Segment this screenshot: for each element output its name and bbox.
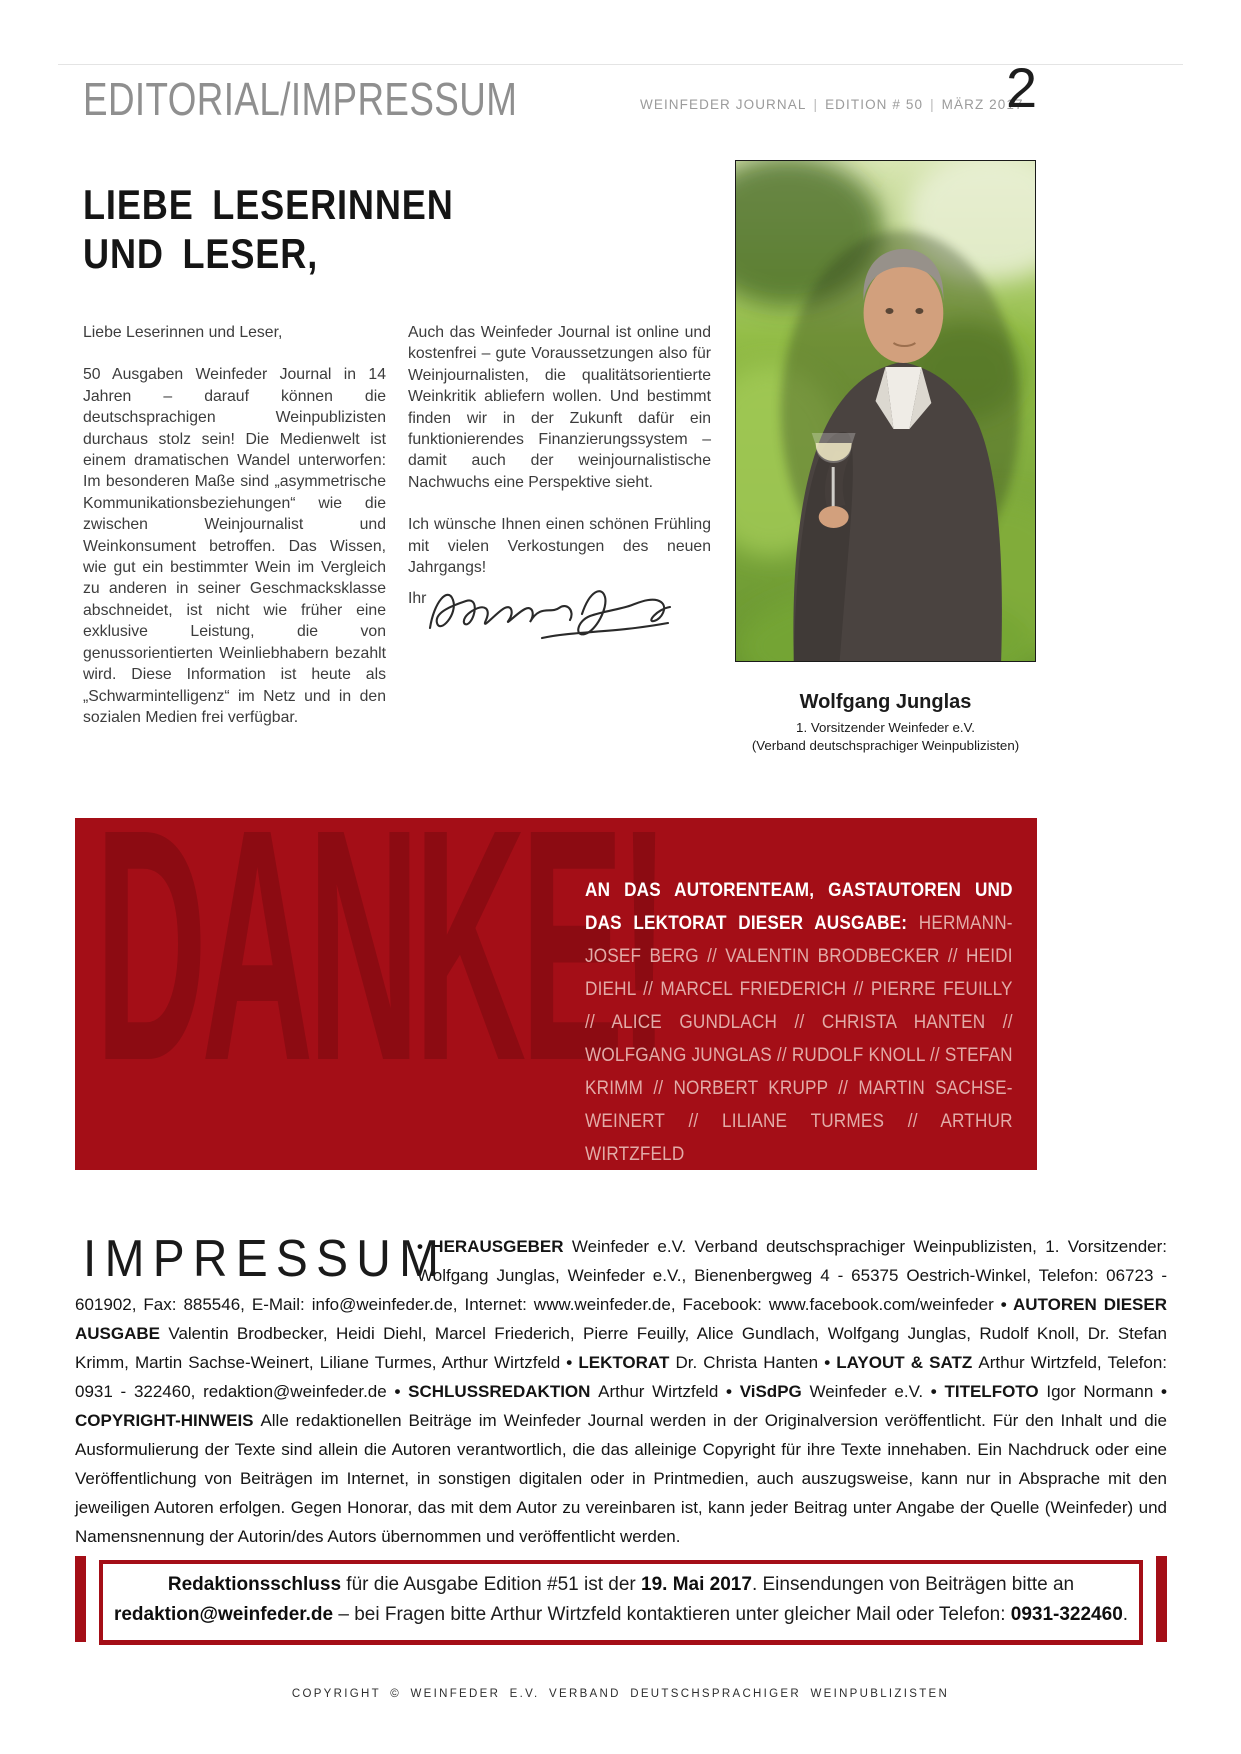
header-separator: |: [930, 97, 935, 112]
impressum-block: [75, 1232, 1167, 1551]
impressum-heading-area: [75, 1230, 448, 1290]
portrait-photo: [735, 160, 1036, 662]
edition-label: EDITION # 50: [825, 97, 924, 112]
editorial-paragraph: Auch das Weinfeder Journal ist online und kostenfrei – gute Voraussetzungen also für Weinjournalisten, die qualitätsorientierte Weinkritik abliefern wollen. Und bestimmt finden wir in der Zukunft dafür ein funktionierendes Finanzierungssystem – damit auch der weinjournalistische Nachwuchs eine Perspektive sieht.: [408, 324, 711, 491]
portrait-caption: [735, 691, 1036, 754]
notice-line1: Redaktionsschluss für die Ausgabe Edition #51 ist der 19. Mai 2017. Einsendungen von Beiträgen bitte an: [167, 1574, 1075, 1595]
header-meta: [640, 97, 1024, 112]
footer-copyright: COPYRIGHT © WEINFEDER E.V. VERBAND DEUTSCHSPRACHIGER WEINPUBLIZISTEN: [291, 1688, 950, 1700]
editorial-column-2: [408, 322, 711, 599]
issue-date: MÄRZ 2017: [941, 97, 1024, 112]
salutation: Liebe Leserinnen und Leser,: [83, 324, 283, 341]
impressum-heading: IMPRESSUM: [83, 1230, 448, 1288]
portrait-caption-role: 1. Vorsitzender Weinfeder e.V.: [796, 720, 975, 735]
header-separator: |: [813, 97, 819, 112]
editorial-paragraph: Ich wünsche Ihnen einen schönen Frühling mit vielen Verkostungen des neuen Jahrgangs!: [408, 516, 711, 577]
closing-word: Ihr: [408, 590, 427, 607]
danke-thanks-text: AN DAS AUTORENTEAM, GASTAUTOREN UND DAS LEKTORAT DIESER AUSGABE: HERMANN-JOSEF BERG // VALENTIN BRODBECKER // HEIDI DIEHL // MARCEL FRIEDERICH // PIERRE FEUILLY // ALICE GUNDLACH // CHRISTA HANTEN // WOLFGANG JUNGLAS // RUDOLF KNOLL // STEFAN KRIMM // NORBERT KRUPP // MARTIN SACHSE-WEINERT // LILIANE TURMES // ARTHUR WIRTZFELD: [585, 879, 1013, 1165]
editorial-paragraph: 50 Ausgaben Weinfeder Journal in 14 Jahren – darauf können die deutschsprachigen Weinpublizisten durchaus stolz sein! Die Medienwelt ist einem dramatischen Wandel unterworfen: Im besonderen Maße sind „asymmetrische Kommunikationsbeziehungen“ wie die zwischen Weinjournalist und Weinkonsument betroffen. Das Wissen, wie gut ein bestimmter Wein im Vergleich zu anderen in seiner Geschmacksklasse abschneidet, ist nicht wie früher eine exklusive Leistung, die von genussorientierten Weinliebhabern bezahlt wird. Diese Information ist heute als „Schwarmintelligenz“ im Netz und in den sozialen Medien frei verfügbar.: [83, 366, 386, 726]
editorial-column-1: [83, 322, 386, 749]
notice-left-bar: [75, 1556, 86, 1642]
impressum-text: • HERAUSGEBER Weinfeder e.V. Verband deutschsprachiger Weinpublizisten, 1. Vorsitzender: Wolfgang Junglas, Weinfeder e.V., Bienenbergweg 4 - 65375 Oestrich-Winkel, Telefon: 06723 - 601902, Fax: 885546, E-Mail: info@weinfeder.de, Internet: www.weinfeder.de, Facebook: www.facebook.com/weinfeder • AUTOREN DIESER AUSGABE Valentin Brodbecker, Heidi Diehl, Marcel Friederich, Pierre Feuilly, Alice Gundlach, Wolfgang Junglas, Rudolf Knoll, Dr. Stefan Krimm, Martin Sachse-Weinert, Liliane Turmes, Arthur Wirtzfeld • LEKTORAT Dr. Christa Hanten • LAYOUT & SATZ Arthur Wirtzfeld, Telefon: 0931 - 322460, redaktion@weinfeder.de • SCHLUSSREDAKTION Arthur Wirtzfeld • ViSdPG Weinfeder e.V. • TITELFOTO Igor Normann • COPYRIGHT-HINWEIS Alle redaktionellen Beiträge im Weinfeder Journal werden in der Originalversion veröffentlicht. Für den Inhalt und die Ausformulierung der Texte sind allein die Autoren verantwortlich, die das alleinige Copyright für ihre Texte innehaben. Ein Nachdruck oder eine Veröffentlichung von Beiträgen im Internet, in sonstigen digitalen oder in Printmedien, auch auszugsweise, kann nur in Absprache mit den jeweiligen Autoren erfolgen. Gegen Honorar, das mit dem Autor zu vereinbaren ist, kann jeder Beitrag unter Angabe der Quelle (Weinfeder) und Namensnennung der Autorin/des Autors übernommen und veröffentlicht werden.: [75, 1237, 1168, 1546]
editorial-title-line1: LIEBE LESERINNEN: [83, 181, 454, 228]
deadline-notice: [75, 1556, 1167, 1648]
journal-name: WEINFEDER JOURNAL: [640, 97, 807, 112]
notice-frame: [99, 1560, 1143, 1644]
portrait-photo-illustration: [736, 161, 1035, 661]
editorial-title: [83, 180, 454, 278]
notice-right-bar: [1156, 1556, 1167, 1642]
page-section-title: EDITORIAL/IMPRESSUM: [83, 73, 518, 125]
danke-panel: [75, 818, 1037, 1170]
signature-image: [424, 576, 674, 650]
editorial-title-line2: UND LESER,: [83, 230, 319, 277]
danke-watermark-text: DANKE!: [95, 818, 665, 1129]
portrait-caption-name: Wolfgang Junglas: [799, 691, 972, 713]
notice-line2: redaktion@weinfeder.de – bei Fragen bitte Arthur Wirtzfeld kontaktieren unter gleicher Mail oder Telefon: 0931-322460.: [113, 1604, 1129, 1625]
page-number: 2: [1006, 56, 1038, 119]
notice-underline: [99, 1642, 1143, 1645]
portrait-caption-org: (Verband deutschsprachiger Weinpublizisten): [751, 737, 1020, 753]
